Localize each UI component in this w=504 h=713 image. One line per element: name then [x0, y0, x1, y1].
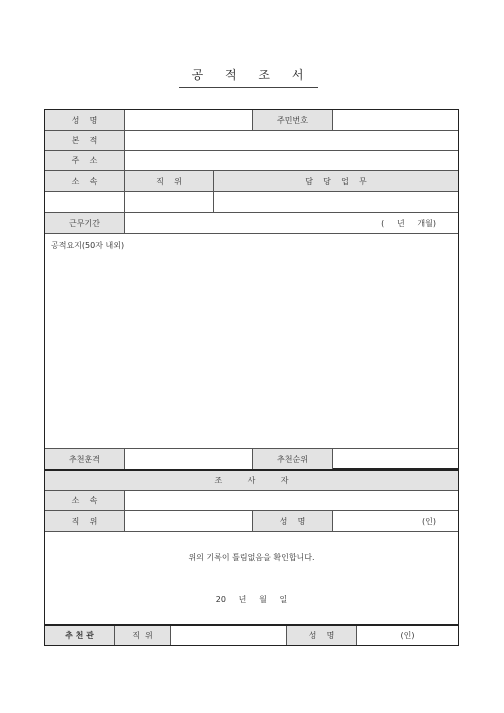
affiliation-field[interactable] [45, 192, 125, 213]
service-period-label: 근무기간 [45, 213, 125, 234]
name-label: 성 명 [45, 110, 125, 131]
merit-summary-area[interactable] [45, 234, 458, 449]
duty-label: 담 당 업 무 [214, 171, 458, 192]
title-underline [179, 87, 318, 88]
investigator-position-label: 직 위 [45, 511, 125, 532]
investigator-name-label: 성 명 [253, 511, 333, 532]
merit-summary-label: 공적요지(50자 내외) [51, 241, 125, 250]
recommender-label: 추 천 관 [45, 626, 115, 645]
origin-label: 본 적 [45, 131, 125, 151]
affiliation-label: 소 속 [45, 171, 125, 192]
id-number-field[interactable] [333, 110, 458, 131]
investigator-name-field[interactable]: (인) [333, 511, 458, 532]
position-label: 직 위 [125, 171, 214, 192]
investigator-affiliation-label: 소 속 [45, 491, 125, 511]
name-field[interactable] [125, 110, 253, 131]
rank-label: 추천순위 [253, 449, 333, 470]
duty-field[interactable] [214, 192, 458, 213]
investigator-affiliation-field[interactable] [125, 491, 458, 511]
confirmation-statement: 위의 기록이 틀림없음을 확인합니다. [188, 553, 315, 562]
recommender-divider [45, 624, 458, 626]
recommender-position-label: 직 위 [115, 626, 171, 645]
address-field[interactable] [125, 151, 458, 171]
merit-type-field[interactable] [125, 449, 253, 470]
rank-field[interactable] [333, 449, 458, 470]
service-period-field[interactable]: ( 년 개월) [125, 213, 458, 234]
recommender-name-field[interactable]: (인) [400, 631, 415, 640]
recommender-position-field[interactable] [171, 626, 287, 645]
origin-field[interactable] [125, 131, 458, 151]
id-number-label: 주민번호 [253, 110, 333, 131]
investigator-header: 조 사 자 [45, 471, 458, 491]
document-title: 공 적 조 서 [191, 68, 313, 82]
merit-form [44, 109, 459, 646]
investigator-position-field[interactable] [125, 511, 253, 532]
confirmation-date: 20 년 월 일 [215, 595, 288, 604]
position-field[interactable] [125, 192, 214, 213]
recommender-name-label: 성 명 [287, 626, 357, 645]
merit-type-label: 추천훈격 [45, 449, 125, 470]
address-label: 주 소 [45, 151, 125, 171]
confirmation-block [45, 532, 458, 626]
